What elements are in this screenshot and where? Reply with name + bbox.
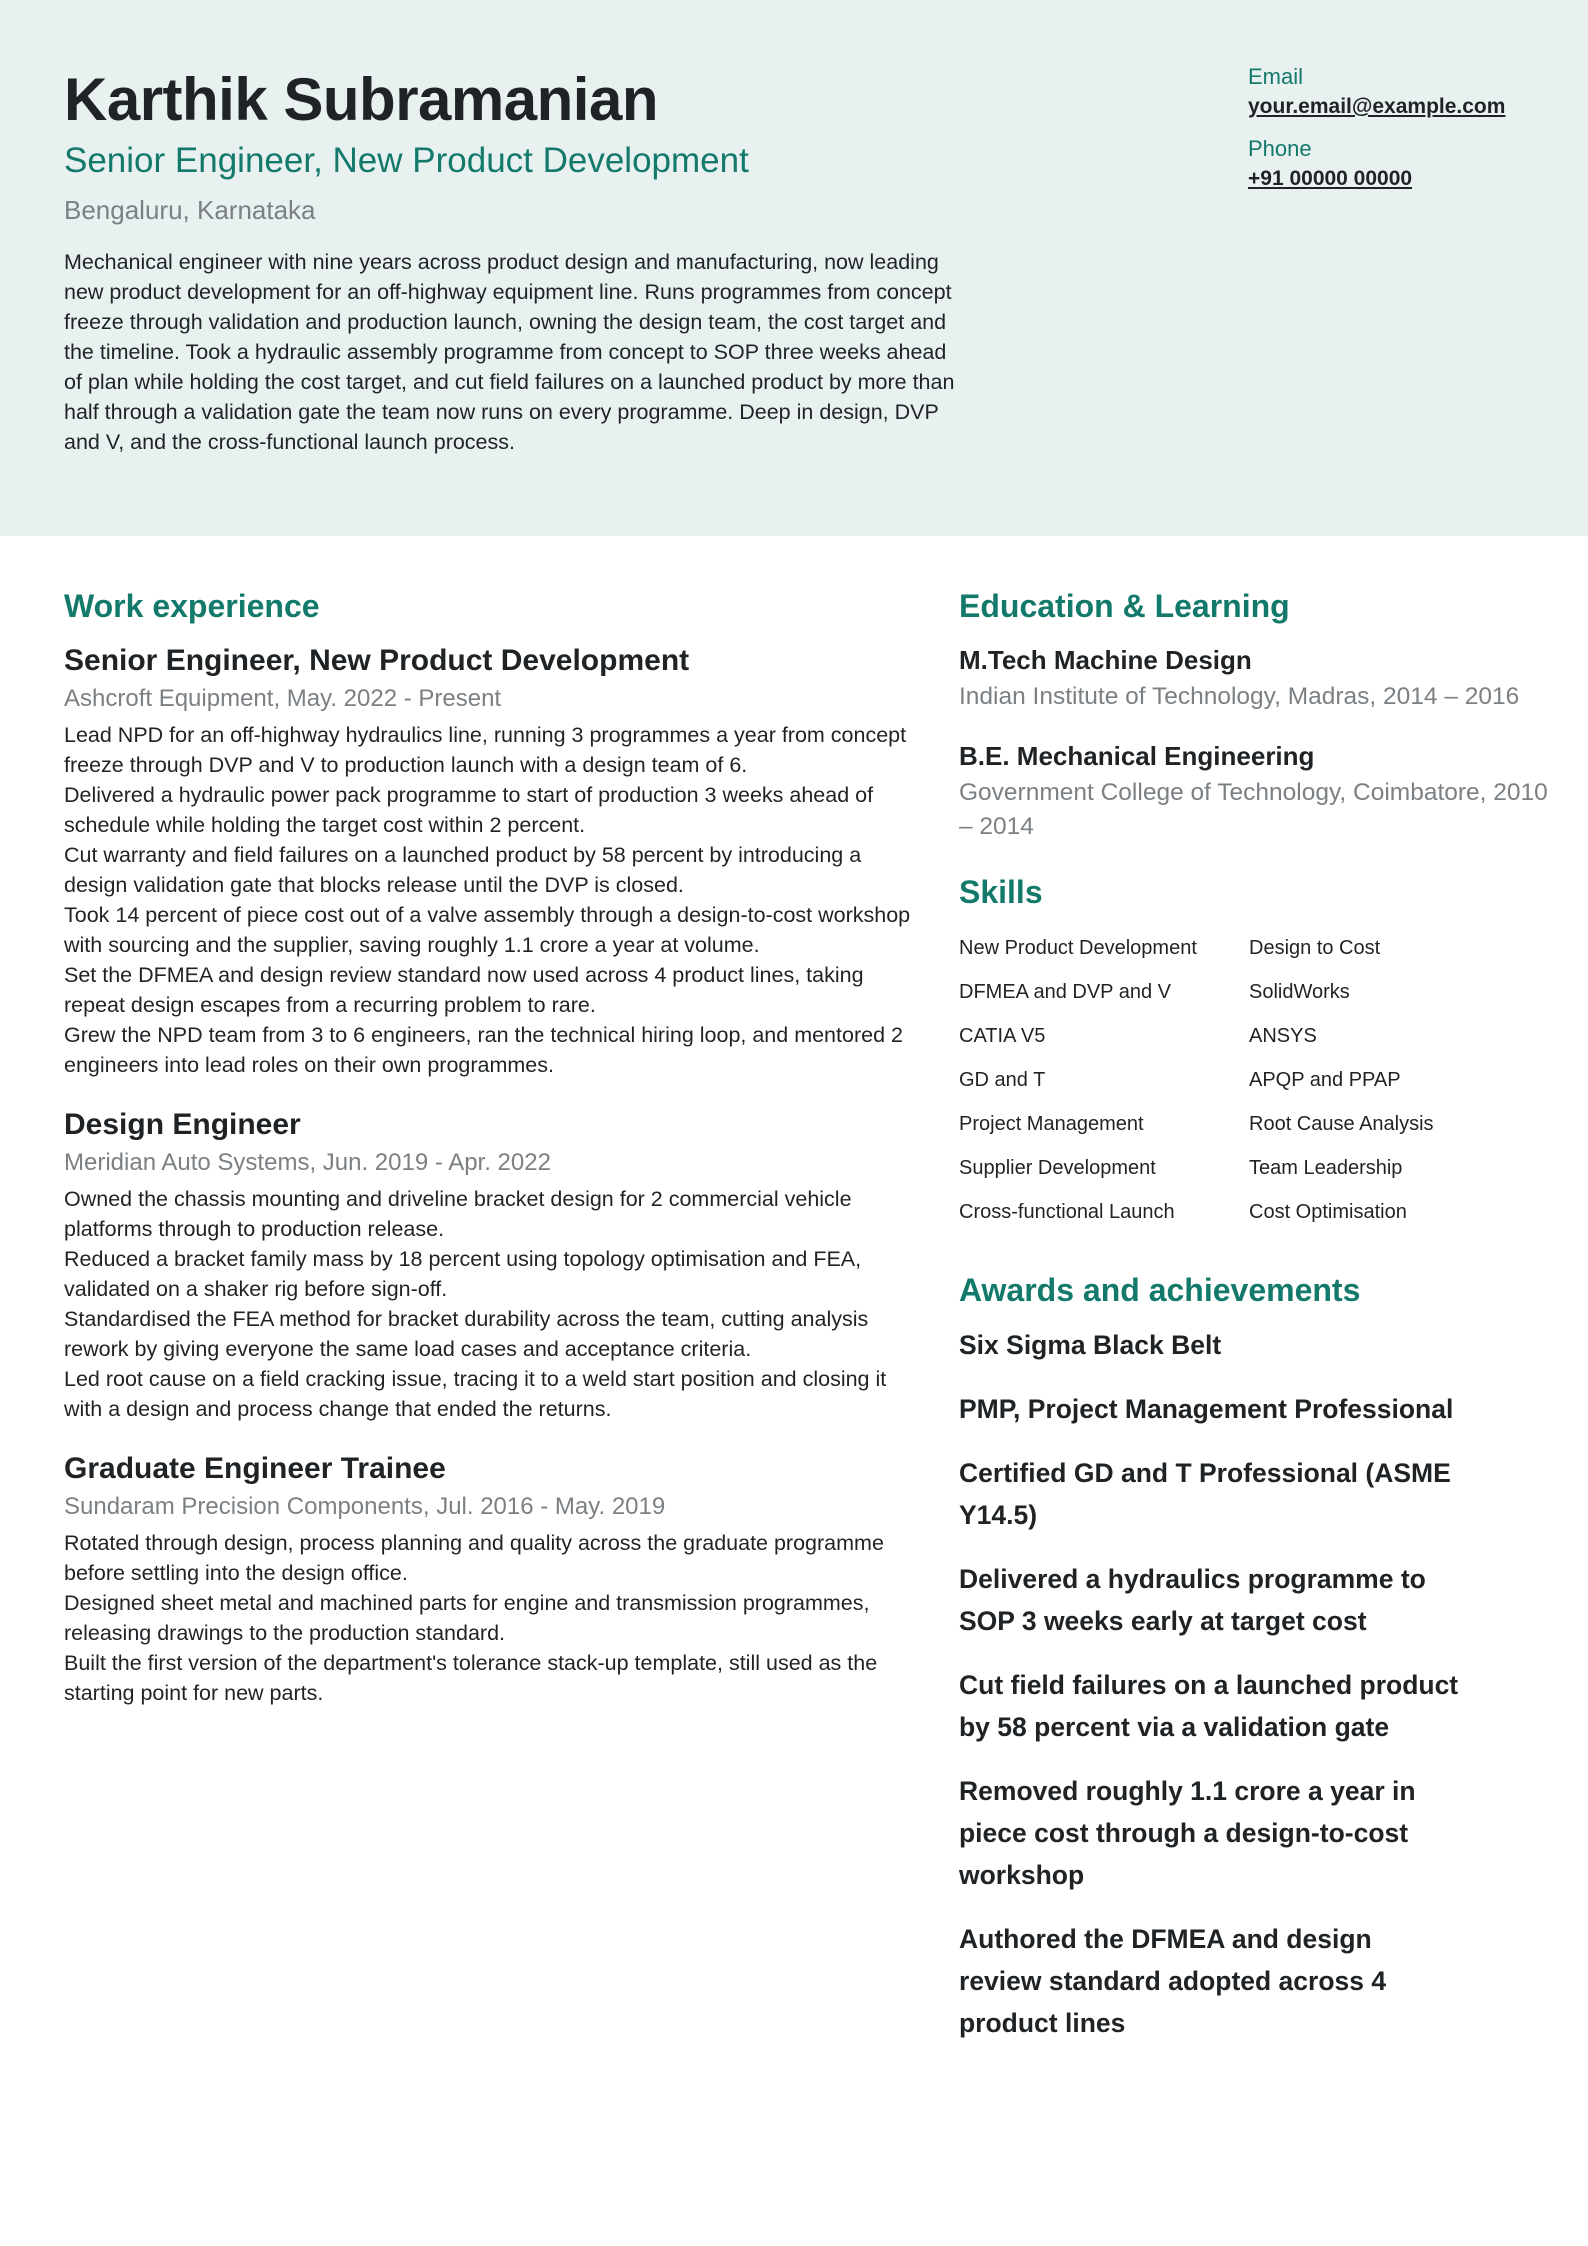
job-bullet: Lead NPD for an off-highway hydraulics line, running 3 programmes a year from concept freeze through DVP and V to production launch with a design team of 6. — [64, 723, 907, 777]
job-entry — [64, 640, 924, 1080]
job-company-dates: Sundaram Precision Components, Jul. 2016 - May. 2019 — [64, 1493, 666, 1520]
school-and-years: Indian Institute of Technology, Madras, 2014 – 2016 — [959, 683, 1520, 710]
skill-item: DFMEA and DVP and V — [959, 981, 1171, 1003]
skills-heading: Skills — [959, 874, 1043, 910]
award-item: Cut field failures on a launched product by 58 percent via a validation gate — [959, 1670, 1459, 1742]
job-bullet: Cut warranty and field failures on a launched product by 58 percent by introducing a design validation gate that blocks release until the DVP is closed. — [64, 843, 862, 897]
award-item: Six Sigma Black Belt — [959, 1330, 1222, 1360]
skill-item: GD and T — [959, 1069, 1046, 1091]
skill-item: SolidWorks — [1249, 981, 1350, 1003]
skill-item: New Product Development — [959, 937, 1197, 959]
job-bullet: Standardised the FEA method for bracket durability across the team, cutting analysis rework by giving everyone the same load cases and acceptance criteria. — [64, 1307, 869, 1361]
education-entry — [959, 640, 1559, 714]
school-and-years: Government College of Technology, Coimbatore, 2010 – 2014 — [959, 779, 1548, 840]
job-bullet: Designed sheet metal and machined parts for engine and transmission programmes, releasing drawings to the production standard. — [64, 1591, 870, 1645]
email-link[interactable]: your.email@example.com — [1248, 95, 1506, 118]
candidate-location: Bengaluru, Karnataka — [64, 195, 316, 225]
skill-item: CATIA V5 — [959, 1025, 1046, 1047]
job-bullet: Built the first version of the department's tolerance stack-up template, still used as the starting point for new parts. — [64, 1651, 878, 1705]
job-company-dates: Ashcroft Equipment, May. 2022 - Present — [64, 685, 502, 712]
job-bullet: Reduced a bracket family mass by 18 percent using topology optimisation and FEA, validated on a shaker rig before sign-off. — [64, 1247, 862, 1301]
job-company-dates: Meridian Auto Systems, Jun. 2019 - Apr. 2022 — [64, 1149, 551, 1176]
award-item: Removed roughly 1.1 crore a year in piece cost through a design-to-cost workshop — [959, 1776, 1416, 1890]
job-bullet: Owned the chassis mounting and driveline bracket design for 2 commercial vehicle platforms through to production release. — [64, 1187, 852, 1241]
skill-item: ANSYS — [1249, 1025, 1317, 1047]
job-bullet: Rotated through design, process planning and quality across the graduate programme before settling into the design office. — [64, 1531, 884, 1585]
award-item: Authored the DFMEA and design review standard adopted across 4 product lines — [959, 1924, 1387, 2038]
skill-item: Cross-functional Launch — [959, 1201, 1175, 1223]
awards-heading: Awards and achievements — [959, 1272, 1361, 1308]
job-bullet: Delivered a hydraulic power pack programme to start of production 3 weeks ahead of schedule while holding the target cost within 2 percent. — [64, 783, 874, 837]
award-item: PMP, Project Management Professional — [959, 1394, 1454, 1424]
education-entry — [959, 736, 1559, 844]
job-bullet: Took 14 percent of piece cost out of a valve assembly through a design-to-cost workshop with sourcing and the supplier, saving roughly 1.1 crore a year at volume. — [64, 903, 911, 957]
work-experience-heading: Work experience — [64, 588, 320, 624]
skill-item: APQP and PPAP — [1249, 1069, 1401, 1091]
phone-link[interactable]: +91 00000 00000 — [1248, 167, 1413, 190]
profile-summary: Mechanical engineer with nine years across product design and manufacturing, now leading new product development for an off-highway equipment line. Runs programmes from concept freeze through validation and production launch, owning the design team, the cost target and the timeline. Took a hydraulic assembly programme from concept to SOP three weeks ahead of plan while holding the cost target, and cut field failures on a launched product by more than half through a validation gate the team now runs on every programme. Deep in design, DVP and V, and the cross-functional launch process. — [64, 250, 955, 454]
award-item: Delivered a hydraulics programme to SOP 3 weeks early at target cost — [959, 1564, 1426, 1636]
skill-item: Cost Optimisation — [1249, 1201, 1407, 1223]
candidate-name: Karthik Subramanian — [64, 66, 658, 133]
skill-item: Design to Cost — [1249, 937, 1381, 959]
email-label: Email — [1248, 64, 1304, 89]
job-bullet: Led root cause on a field cracking issue, tracing it to a weld start position and closing it with a design and process change that ended the returns. — [64, 1367, 887, 1421]
right-column — [959, 580, 1559, 2066]
award-item: Certified GD and T Professional (ASME Y14.5) — [959, 1458, 1451, 1530]
job-bullet: Grew the NPD team from 3 to 6 engineers, ran the technical hiring loop, and mentored 2 engineers into lead roles on their own programmes. — [64, 1023, 903, 1077]
job-entry — [64, 1448, 924, 1708]
degree-name: B.E. Mechanical Engineering — [959, 741, 1315, 771]
contact-block — [1248, 62, 1568, 206]
job-bullet: Set the DFMEA and design review standard now used across 4 product lines, taking repeat design escapes from a recurring problem to rare. — [64, 963, 864, 1017]
skill-item: Supplier Development — [959, 1157, 1156, 1179]
job-title: Design Engineer — [64, 1108, 301, 1141]
skill-item: Team Leadership — [1249, 1157, 1403, 1179]
job-entry — [64, 1104, 924, 1424]
resume-header — [0, 0, 1588, 536]
left-column — [64, 580, 924, 1732]
education-heading: Education & Learning — [959, 588, 1290, 624]
job-title: Graduate Engineer Trainee — [64, 1452, 446, 1485]
candidate-role: Senior Engineer, New Product Development — [64, 141, 749, 180]
phone-label: Phone — [1248, 136, 1312, 161]
job-title: Senior Engineer, New Product Development — [64, 644, 690, 677]
skill-item: Project Management — [959, 1113, 1144, 1135]
skills-grid — [959, 926, 1559, 1234]
degree-name: M.Tech Machine Design — [959, 645, 1252, 675]
skill-item: Root Cause Analysis — [1249, 1113, 1434, 1135]
